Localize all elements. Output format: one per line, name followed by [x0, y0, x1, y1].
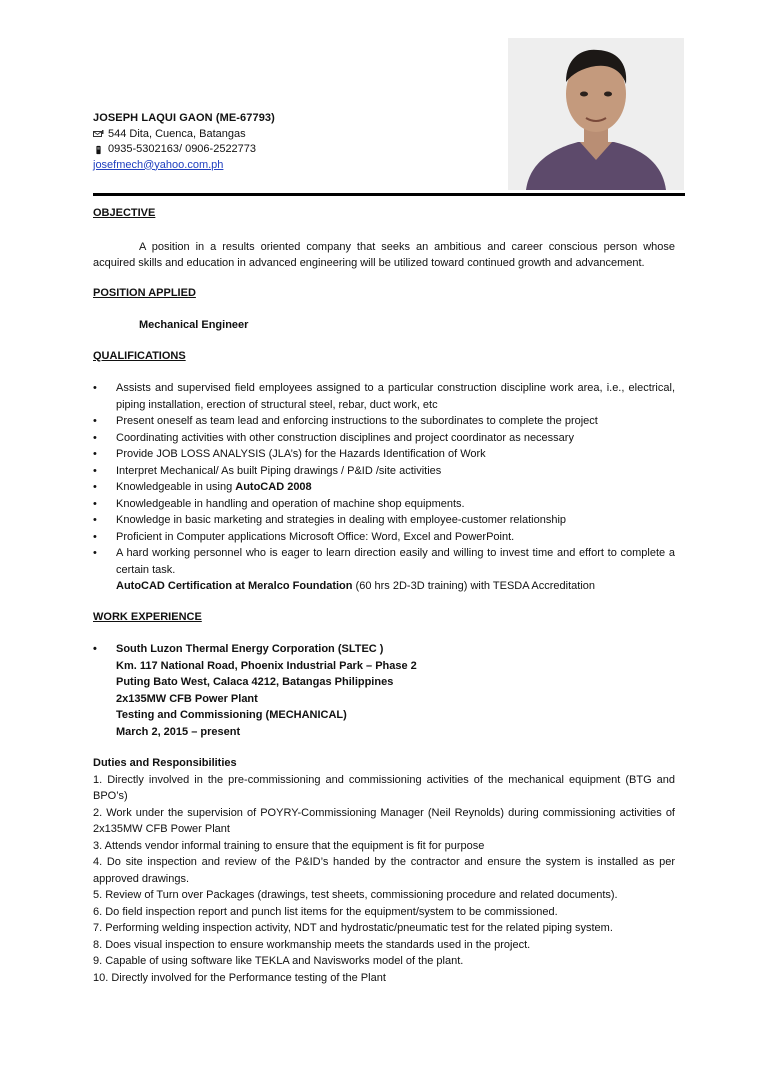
autocad-version: AutoCAD 2008 [235, 481, 312, 493]
plant-name: 2x135MW CFB Power Plant [116, 692, 258, 705]
objective-heading: OBJECTIVE [93, 207, 156, 219]
company-address-1: Km. 117 National Road, Phoenix Industrial Park – Phase 2 [116, 659, 417, 672]
duty-item: 8. Does visual inspection to ensure workmanship meets the standards used in the project. [93, 938, 531, 951]
position-heading: POSITION APPLIED [93, 286, 196, 299]
address-text: 544 Dita, Cuenca, Batangas [108, 127, 246, 140]
autocad-text: Knowledgeable in using [116, 481, 236, 493]
duty-item: 4. Do site inspection and review of the P&ID’s handed by the contractor and ensure the system is installed as per approved drawings. [93, 856, 675, 885]
certification-name: AutoCAD Certification at Meralco Foundation [116, 580, 353, 592]
mailbox-icon [93, 129, 104, 139]
duty-item: 7. Performing welding inspection activity, NDT and hydrostatic/pneumatic test for the related piping system. [93, 922, 613, 934]
certification-line [116, 578, 675, 595]
header-divider [93, 193, 685, 196]
resume-body [93, 205, 675, 986]
duty-item: 5. Review of Turn over Packages (drawings, test sheets, commissioning procedure and related documents). [93, 889, 618, 901]
list-item: • A hard working personnel who is eager to learn direction easily and willing to invest time and effort to complete a certain task. [93, 545, 675, 578]
phone-line [93, 142, 493, 158]
list-item: • Provide JOB LOSS ANALYSIS (JLA’s) for the Hazards Identification of Work [93, 446, 675, 463]
qualifications-list [93, 380, 675, 578]
duties-section [93, 755, 675, 986]
company-address-2: Puting Bato West, Calaca 4212, Batangas Philippines [116, 676, 394, 688]
duties-heading: Duties and Responsibilities [93, 757, 237, 769]
duty-item: 6. Do field inspection report and punch list items for the equipment/system to be commissioned. [93, 905, 558, 918]
list-item: • Knowledgeable in handling and operation of machine shop equipments. [93, 496, 675, 513]
duty-item: 10. Directly involved for the Performance testing of the Plant [93, 971, 386, 984]
profile-photo [508, 38, 684, 190]
list-item: • Assists and supervised field employees assigned to a particular construction discipline work area, i.e., electrical, piping installation, erection of structural steel, rebar, duct work, etc [93, 380, 675, 413]
portrait-image [508, 38, 684, 190]
mobile-phone-icon [93, 145, 104, 155]
list-item: • Knowledge in basic marketing and strategies in dealing with employee-customer relationship [93, 512, 675, 529]
duty-item: 9. Capable of using software like TEKLA and Navisworks model of the plant. [93, 955, 464, 967]
company-name: • South Luzon Thermal Energy Corporation (SLTEC ) [116, 643, 384, 655]
position-value: Mechanical Engineer [139, 319, 249, 331]
work-list [93, 641, 675, 740]
qualifications-heading: QUALIFICATIONS [93, 349, 186, 362]
list-item: • Interpret Mechanical/ As built Piping drawings / P&ID /site activities [93, 463, 675, 480]
list-item: • Coordinating activities with other construction disciplines and project coordinator as necessary [93, 430, 675, 447]
job-dates: March 2, 2015 – present [116, 725, 241, 738]
email-line [93, 158, 493, 174]
duty-item: 1. Directly involved in the pre-commissioning and commissioning activities of the mechanical equipment (BTG and BPO’s) [93, 773, 675, 802]
certification-detail: (60 hrs 2D-3D training) with TESDA Accreditation [352, 580, 596, 592]
address-line [93, 127, 493, 143]
email-link[interactable]: josefmech@yahoo.com.ph [93, 158, 224, 171]
applicant-name: JOSEPH LAQUI GAON (ME-67793) [93, 112, 275, 124]
job-role: Testing and Commissioning (MECHANICAL) [116, 709, 347, 721]
phone-text: 0935-5302163/ 0906-2522773 [108, 143, 257, 155]
work-entry [93, 641, 675, 740]
work-experience-heading: WORK EXPERIENCE [93, 610, 202, 623]
list-item: • Proficient in Computer applications Microsoft Office: Word, Excel and PowerPoint. [93, 529, 675, 546]
list-item: • Present oneself as team lead and enforcing instructions to the subordinates to complete the project [93, 413, 675, 430]
list-item [93, 479, 675, 496]
objective-text: A position in a results oriented company that seeks an ambitious and career conscious person whose acquired skills and education in advanced engineering will be utilized toward continued growth and advancement. [93, 240, 675, 269]
duty-item: 2. Work under the supervision of POYRY-Commissioning Manager (Neil Reynolds) during commissioning activities of 2x135MW CFB Power Plant [93, 806, 675, 835]
duty-item: 3. Attends vendor informal training to ensure that the equipment is fit for purpose [93, 839, 485, 852]
contact-header [93, 111, 493, 173]
